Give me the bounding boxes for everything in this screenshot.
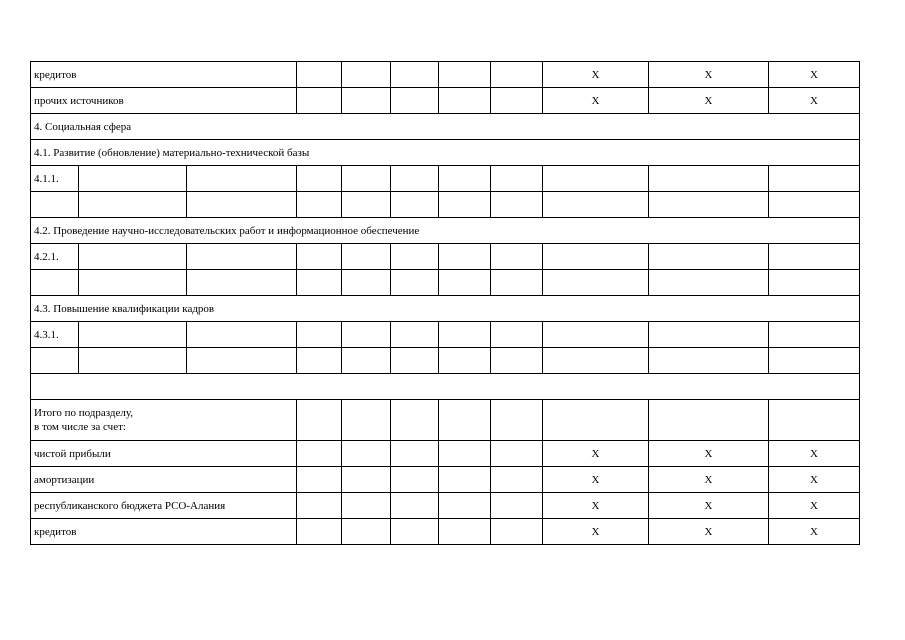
table-cell bbox=[491, 62, 543, 88]
table-cell bbox=[391, 348, 439, 374]
empty-row bbox=[31, 374, 860, 400]
table-cell bbox=[391, 493, 439, 519]
table-cell bbox=[297, 88, 342, 114]
table-cell bbox=[79, 270, 187, 296]
table-cell bbox=[342, 441, 391, 467]
table-cell bbox=[342, 166, 391, 192]
table-cell bbox=[491, 244, 543, 270]
item-code: 4.1.1. bbox=[31, 166, 79, 192]
table-cell bbox=[391, 519, 439, 545]
section-row bbox=[31, 140, 860, 166]
x-mark: X bbox=[769, 88, 860, 114]
table-cell bbox=[79, 244, 187, 270]
table-row bbox=[31, 62, 860, 88]
table-cell bbox=[543, 348, 649, 374]
table-row bbox=[31, 519, 860, 545]
item-code: 4.2.1. bbox=[31, 244, 79, 270]
table-cell bbox=[439, 166, 491, 192]
table-cell bbox=[342, 270, 391, 296]
subtotal-row bbox=[31, 400, 860, 441]
table-cell bbox=[543, 166, 649, 192]
table-cell bbox=[79, 348, 187, 374]
row-label: республиканского бюджета РСО-Алания bbox=[31, 493, 297, 519]
row-label: кредитов bbox=[31, 519, 297, 545]
table-cell bbox=[649, 400, 769, 441]
subtotal-label-line: Итого по подразделу, bbox=[34, 407, 134, 419]
table-cell bbox=[543, 322, 649, 348]
x-mark: X bbox=[769, 441, 860, 467]
table-row bbox=[31, 270, 860, 296]
table-cell bbox=[391, 88, 439, 114]
table-row bbox=[31, 467, 860, 493]
section-heading: 4.1. Развитие (обновление) материально-технической базы bbox=[31, 140, 860, 166]
section-row bbox=[31, 296, 860, 322]
table-row bbox=[31, 244, 860, 270]
table-cell bbox=[187, 322, 297, 348]
table-cell bbox=[187, 270, 297, 296]
table-cell bbox=[439, 441, 491, 467]
table-cell bbox=[649, 192, 769, 218]
table-row bbox=[31, 192, 860, 218]
table-row bbox=[31, 441, 860, 467]
table-cell bbox=[79, 192, 187, 218]
section-heading: 4. Социальная сфера bbox=[31, 114, 860, 140]
table-cell bbox=[297, 62, 342, 88]
table-cell bbox=[649, 270, 769, 296]
table-cell bbox=[342, 244, 391, 270]
table-cell bbox=[391, 244, 439, 270]
table-cell bbox=[439, 322, 491, 348]
table-cell bbox=[79, 322, 187, 348]
table-cell bbox=[439, 192, 491, 218]
table-cell bbox=[297, 270, 342, 296]
row-label: кредитов bbox=[31, 62, 297, 88]
table-cell bbox=[439, 270, 491, 296]
x-mark: X bbox=[543, 467, 649, 493]
table-cell bbox=[491, 192, 543, 218]
table-cell bbox=[769, 348, 860, 374]
section-heading: 4.2. Проведение научно-исследовательских работ и информационное обеспечение bbox=[31, 218, 860, 244]
table-cell bbox=[491, 467, 543, 493]
table-cell bbox=[439, 493, 491, 519]
table-cell bbox=[543, 192, 649, 218]
table-cell bbox=[187, 348, 297, 374]
x-mark: X bbox=[769, 519, 860, 545]
table-cell bbox=[439, 244, 491, 270]
x-mark: X bbox=[649, 441, 769, 467]
table-cell bbox=[297, 400, 342, 441]
table-cell bbox=[769, 270, 860, 296]
table-cell bbox=[769, 400, 860, 441]
table-cell bbox=[491, 519, 543, 545]
x-mark: X bbox=[543, 519, 649, 545]
table-cell bbox=[391, 166, 439, 192]
table-cell bbox=[297, 244, 342, 270]
table-cell bbox=[543, 244, 649, 270]
table-cell bbox=[297, 467, 342, 493]
x-mark: X bbox=[649, 519, 769, 545]
x-mark: X bbox=[543, 88, 649, 114]
section-heading: 4.3. Повышение квалификации кадров bbox=[31, 296, 860, 322]
table-cell bbox=[439, 467, 491, 493]
table-cell bbox=[187, 166, 297, 192]
x-mark: X bbox=[543, 62, 649, 88]
table-cell bbox=[342, 192, 391, 218]
x-mark: X bbox=[543, 493, 649, 519]
table-cell bbox=[342, 322, 391, 348]
table-cell bbox=[439, 62, 491, 88]
table-cell bbox=[491, 441, 543, 467]
table-cell bbox=[342, 519, 391, 545]
table-cell bbox=[297, 519, 342, 545]
table-cell bbox=[769, 322, 860, 348]
table-cell bbox=[649, 244, 769, 270]
table-cell bbox=[391, 441, 439, 467]
table-row bbox=[31, 493, 860, 519]
row-label: прочих источников bbox=[31, 88, 297, 114]
table-cell bbox=[391, 62, 439, 88]
table-cell bbox=[649, 348, 769, 374]
table-cell bbox=[439, 519, 491, 545]
x-mark: X bbox=[649, 62, 769, 88]
x-mark: X bbox=[649, 88, 769, 114]
table-cell bbox=[769, 244, 860, 270]
table-cell bbox=[391, 400, 439, 441]
table-cell bbox=[491, 322, 543, 348]
x-mark: X bbox=[769, 62, 860, 88]
table-cell bbox=[769, 166, 860, 192]
table-cell bbox=[31, 270, 79, 296]
table-cell bbox=[31, 192, 79, 218]
item-code: 4.3.1. bbox=[31, 322, 79, 348]
investment-program-table bbox=[30, 61, 860, 545]
table-cell bbox=[187, 192, 297, 218]
table-cell bbox=[342, 62, 391, 88]
table-cell bbox=[649, 322, 769, 348]
section-row bbox=[31, 114, 860, 140]
table-cell bbox=[439, 88, 491, 114]
table-cell bbox=[491, 348, 543, 374]
table-cell bbox=[297, 166, 342, 192]
row-label: амортизации bbox=[31, 467, 297, 493]
table-cell bbox=[342, 400, 391, 441]
subtotal-label-line: в том числе за счет: bbox=[34, 421, 126, 433]
table-cell bbox=[391, 192, 439, 218]
table-row bbox=[31, 166, 860, 192]
table-cell bbox=[391, 467, 439, 493]
table-cell bbox=[342, 88, 391, 114]
table-cell bbox=[79, 166, 187, 192]
row-label: чистой прибыли bbox=[31, 441, 297, 467]
x-mark: X bbox=[649, 493, 769, 519]
table-cell bbox=[342, 493, 391, 519]
subtotal-label bbox=[31, 400, 297, 441]
table-cell bbox=[297, 493, 342, 519]
table-cell bbox=[491, 400, 543, 441]
x-mark: X bbox=[543, 441, 649, 467]
table-cell bbox=[297, 441, 342, 467]
table-cell bbox=[342, 467, 391, 493]
table-cell bbox=[491, 166, 543, 192]
table-cell bbox=[769, 192, 860, 218]
table-cell bbox=[491, 493, 543, 519]
table-cell bbox=[297, 192, 342, 218]
x-mark: X bbox=[769, 467, 860, 493]
table-row bbox=[31, 322, 860, 348]
table-cell bbox=[391, 270, 439, 296]
table-cell bbox=[391, 322, 439, 348]
x-mark: X bbox=[649, 467, 769, 493]
table-cell bbox=[543, 270, 649, 296]
table-cell bbox=[491, 270, 543, 296]
table-cell bbox=[491, 88, 543, 114]
x-mark: X bbox=[769, 493, 860, 519]
table-cell bbox=[31, 374, 860, 400]
table-cell bbox=[187, 244, 297, 270]
table-cell bbox=[649, 166, 769, 192]
table-cell bbox=[439, 400, 491, 441]
table-cell bbox=[342, 348, 391, 374]
table-cell bbox=[31, 348, 79, 374]
table-cell bbox=[297, 322, 342, 348]
table-cell bbox=[543, 400, 649, 441]
table-row bbox=[31, 88, 860, 114]
table-cell bbox=[297, 348, 342, 374]
table-row bbox=[31, 348, 860, 374]
section-row bbox=[31, 218, 860, 244]
table-cell bbox=[439, 348, 491, 374]
